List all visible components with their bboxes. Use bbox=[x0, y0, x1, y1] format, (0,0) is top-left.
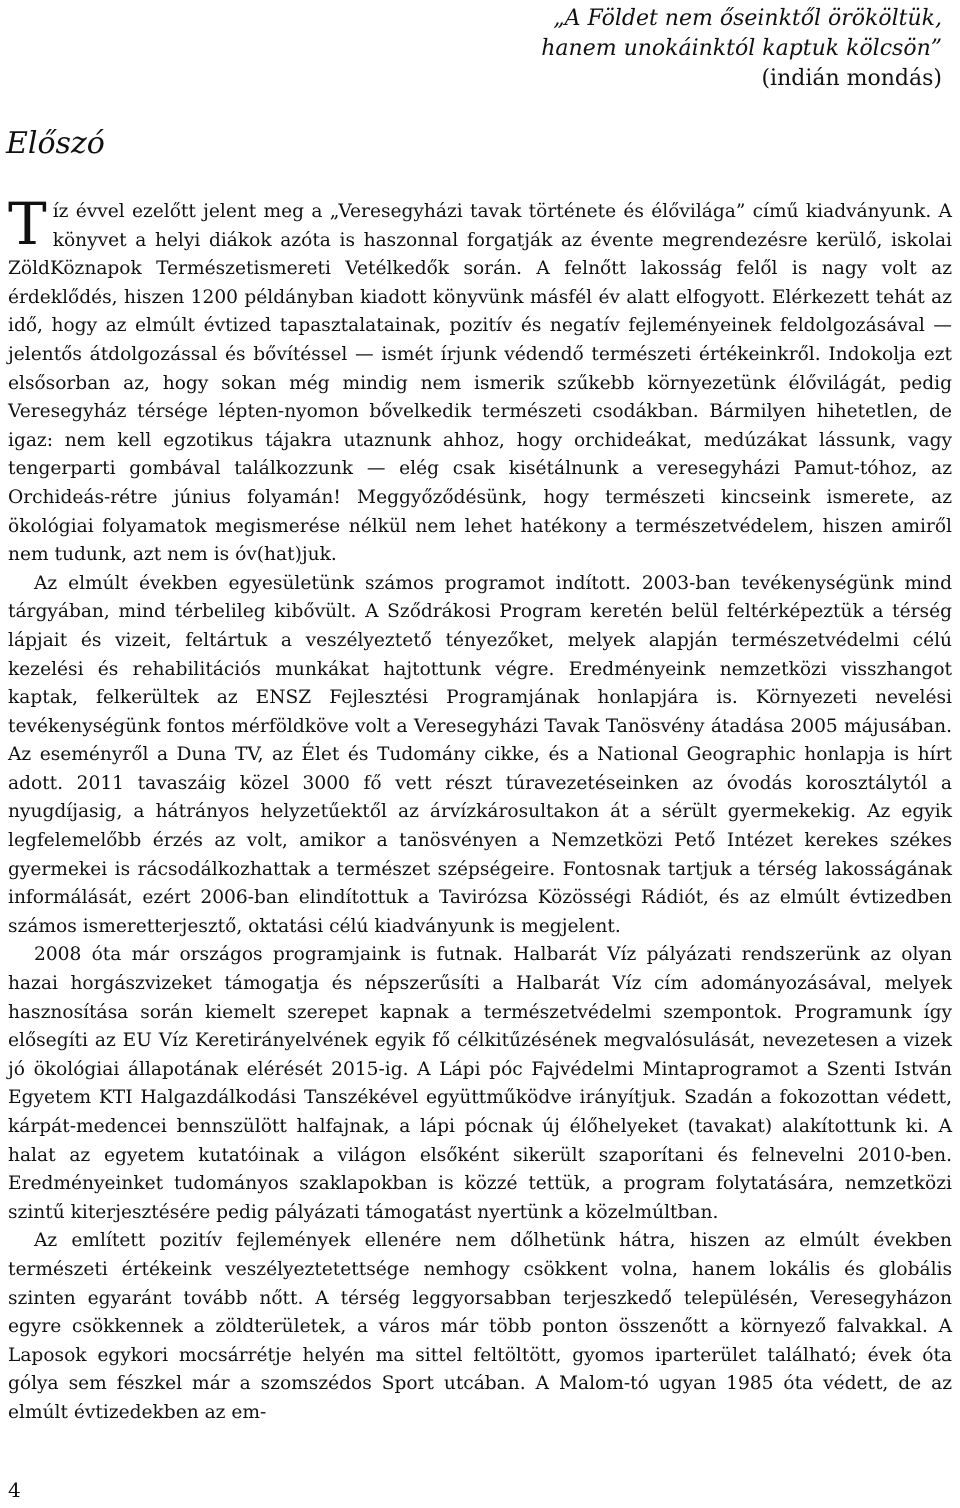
motto bbox=[541, 4, 942, 94]
motto-line-1: „A Földet nem őseinktől örököltük, bbox=[553, 6, 942, 31]
body-text bbox=[8, 190, 952, 1428]
drop-cap: T bbox=[8, 190, 47, 258]
paragraph-2: Az elmúlt években egyesületünk számos programot indított. 2003-ban tevékenységünk mind tárgyában, mind térbelileg kibővült. A Sződrákosi Program keretén belül feltérképeztük a térség lápjait és vizeit, feltártuk a veszélyeztető tényezőket, melyek alapján természetvédelmi célú kezelési és rehabilitációs munkákat hajtottunk végre. Eredményeink nemzetközi visszhangot kaptak, felkerültek az ENSZ Fejlesztési Programjának honlapjára is. Környezeti nevelési tevékenységünk fontos mérföldköve volt a Veresegyházi Tavak Tanösvény átadása 2005 májusában. Az eseményről a Duna TV, az Élet és Tudomány cikke, és a National Geographic honlapja is hírt adott. 2011 tavaszáig közel 3000 fő vett részt túravezetéseinken az óvodás korosztálytól a nyugdíjasig, a hátrányos helyzetűektől az árvízkárosultakon át a sérült gyermekekig. Az egyik legfelemelőbb érzés az volt, amikor a tanösvényen a Nemzetközi Pető Intézet kerekes székes gyermekei is rácsodálkozhattak a természet szépségeire. Fontosnak tartjuk a térség lakosságának informálását, ezért 2006-ban elindítottuk a Tavirózsa Közösségi Rádiót, és az elmúlt évtizedben számos ismeretterjesztő, oktatási célú kiadványunk is megjelent. bbox=[8, 572, 952, 937]
paragraph-1-text: íz évvel ezelőtt jelent meg a „Veresegyházi tavak története és élővilága” című kiadványunk. A könyvet a helyi diákok azóta is haszonnal forgatják az évente megrendezésre kerülő, iskolai ZöldKöznapok Természetismereti Vetélkedők során. A felnőtt lakosság felől is nagy volt az érdeklődés, hiszen 1200 példányban kiadott könyvünk másfél év alatt elfogyott. Elérkezett tehát az idő, hogy az elmúlt évtized tapasztalatainak, pozitív és negatív fejleményeinek feldolgozásával — jelentős átdolgozással és bővítéssel — ismét írjunk védendő természeti értékeinkről. Indokolja ezt elsősorban az, hogy sokan még mindig nem ismerik szűkebb környezetünk élővilágát, pedig Veresegyház térsége lépten-nyomon bővelkedik természeti csodákban. Bármilyen hihetetlen, de igaz: nem kell egzotikus tájakra utaznunk ahhoz, hogy orchideákat, medúzákat lássunk, vagy tengerparti gombával találkozzunk — elég csak kisétálnunk a veresegyházi Pamut-tóhoz, az Orchideás-rétre június folyamán! Meggyőződésünk, hogy természeti kincseink ismerete, az ökológiai folyamatok megismerése nélkül nem lehet hatékony a természetvédelem, hiszen amiről nem tudunk, azt nem is óv(hat)juk. bbox=[8, 201, 952, 566]
motto-line-2: hanem unokáinktól kaptuk kölcsön” bbox=[541, 36, 942, 61]
page-title: Előszó bbox=[6, 126, 105, 161]
paragraph-4: Az említett pozitív fejlemények ellenére nem dőlhetünk hátra, hiszen az elmúlt években természeti értékeink veszélyeztetettsége nemhogy csökkent volna, hanem lokális és globális szinten egyaránt tovább nőtt. A térség leggyorsabban terjeszkedő településén, Veresegyházon egyre csökkennek a zöldterületek, a város már több ponton összenőtt a környező falvakkal. A Laposok egykori mocsárrétje helyén ma sittel feltöltött, gyomos iparterület található; évek óta gólya sem fészkel már a szomszédos Sport utcában. A Malom-tó ugyan 1985 óta védett, de az elmúlt évtizedekben az em- bbox=[8, 1230, 952, 1423]
page-number: 4 bbox=[8, 1478, 21, 1502]
motto-source: (indián mondás) bbox=[761, 66, 942, 91]
paragraph-3: 2008 óta már országos programjaink is futnak. Halbarát Víz pályázati rendszerünk az olyan hazai horgászvizeket támogatja és népszerűsíti a Halbarát Víz cím adományozásával, melyek hasznosítása során kiemelt szerepet kapnak a természetvédelmi szempontok. Programunk így elősegíti az EU Víz Keretirányelvének egyik fő célkitűzésének megvalósulását, nevezetesen a vizek jó ökológiai állapotának elérését 2015-ig. A Lápi póc Fajvédelmi Mintaprogramot a Szenti István Egyetem KTI Halgazdálkodási Tanszékével együttműködve irányítjuk. Szadán a fokozottan védett, kárpát-medencei bennszülött halfajnak, a lápi pócnak új élőhelyeket (tavakat) alakítottunk ki. A halat az egyetem kutatóinak a világon elsőként sikerült szaporítani és felnevelni 2010-ben. Eredményeinket tudományos szaklapokban is közzé tettük, a program folytatására, nemzetközi szintű kiterjesztésére pedig pályázati támogatást nyertünk a közelmúltban. bbox=[8, 944, 952, 1223]
paragraph-1 bbox=[8, 190, 952, 570]
